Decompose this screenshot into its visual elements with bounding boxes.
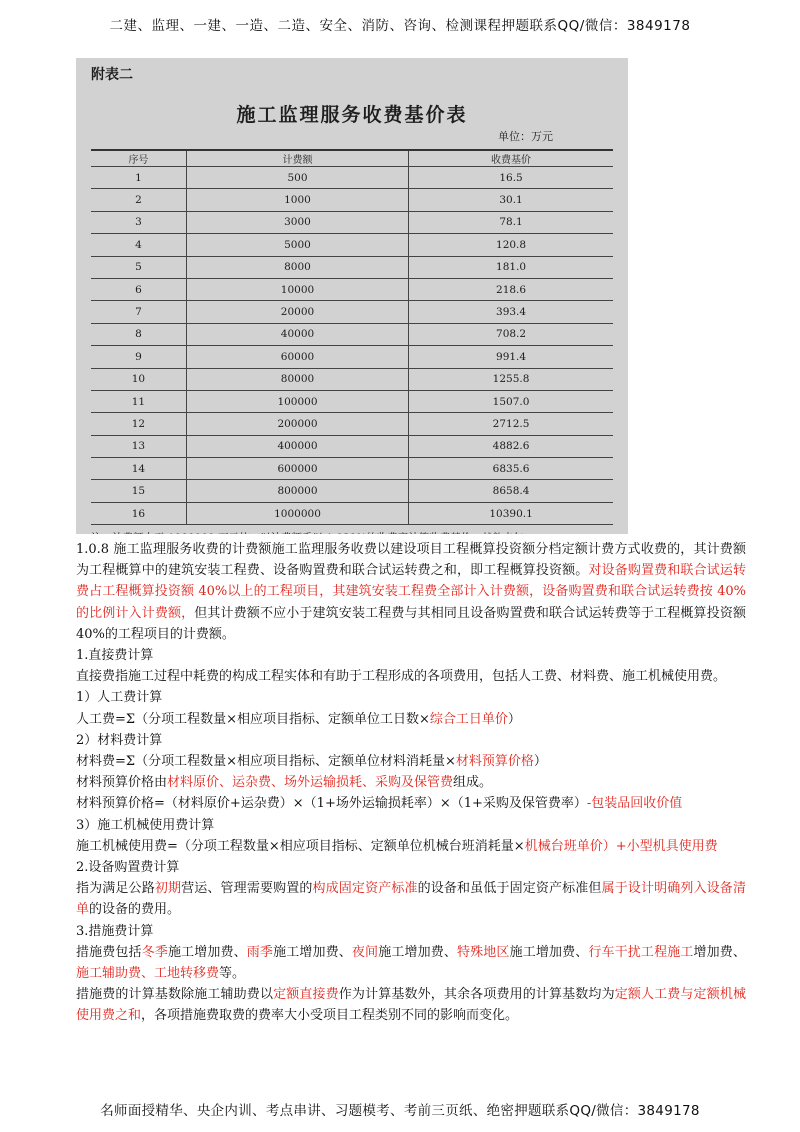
text: 措施费的计算基数除施工辅助费以 <box>76 987 274 1003</box>
highlight-text: 行车干扰工程施工 <box>588 944 694 960</box>
formula <box>76 751 746 772</box>
text: 的设备和虽低于固定资产标准但 <box>417 881 602 897</box>
table-cell: 1000 <box>186 189 408 211</box>
column-header: 计费额 <box>186 150 408 167</box>
paragraph <box>76 878 746 920</box>
table-cell: 1507.0 <box>409 390 613 412</box>
column-header: 收费基价 <box>409 150 613 167</box>
highlight-text: 冬季 <box>141 944 168 960</box>
table-cell: 6835.6 <box>409 458 613 480</box>
table-cell: 8658.4 <box>409 480 613 502</box>
subsection-heading: 2）材料费计算 <box>76 732 163 748</box>
appendix-label: 附表二 <box>91 67 133 83</box>
paragraph <box>76 942 746 984</box>
table-cell: 10000 <box>186 278 408 300</box>
table-unit: 单位：万元 <box>498 130 553 143</box>
text: 指为满足公路 <box>76 881 155 897</box>
table-cell: 7 <box>91 301 186 323</box>
highlight-text: 综合工日单价 <box>429 711 508 727</box>
table-cell: 5000 <box>186 234 408 256</box>
text: 的设备的费用。 <box>89 902 181 918</box>
table-cell: 12 <box>91 413 186 435</box>
text: 作为计算基数外，其余各项费用的计算基数均为 <box>338 987 615 1003</box>
page-footer: 名师面授精华、央企内训、考点串讲、习题模考、考前三页纸、绝密押题联系QQ/微信：3849178 <box>100 1103 700 1119</box>
text: ） <box>507 711 521 727</box>
table-cell: 100000 <box>186 390 408 412</box>
table-row <box>91 234 613 256</box>
subsection-heading: 1）人工费计算 <box>76 690 163 706</box>
text: 但其计费额不应小于建筑安装工程费与其相同且设备购置费和联合试运转费等于工程概算投资额 40%的工程项目的计费额。 <box>76 605 746 642</box>
text: 人工费=Σ（分项工程数量×相应项目指标、定额单位工日数× <box>76 711 430 727</box>
text: 组成。 <box>453 775 493 791</box>
text: 施工机械使用费=（分项工程数量×相应项目指标、定额单位机械台班消耗量× <box>76 838 525 854</box>
page-header: 二建、监理、一建、一造、二造、安全、消防、咨询、检测课程押题联系QQ/微信：3849178 <box>109 18 691 34</box>
table-cell: 400000 <box>186 435 408 457</box>
body-text <box>76 539 746 1027</box>
table-cell: 600000 <box>186 458 408 480</box>
table-cell: 15 <box>91 480 186 502</box>
table-cell: 10 <box>91 368 186 390</box>
table-cell: 4 <box>91 234 186 256</box>
table-row <box>91 278 613 300</box>
highlight-text: 特殊地区 <box>457 944 510 960</box>
table-row <box>91 346 613 368</box>
table-cell: 200000 <box>186 413 408 435</box>
section-heading: 3.措施费计算 <box>76 923 154 939</box>
table-cell: 2712.5 <box>409 413 613 435</box>
highlight-text: 属于设计明确列入设备清单 <box>76 881 746 918</box>
text: 施工增加费、 <box>509 944 589 960</box>
scanned-table-image <box>76 58 628 534</box>
table-row <box>91 167 613 189</box>
table-cell: 14 <box>91 458 186 480</box>
table-title: 施工监理服务收费基价表 <box>236 104 468 126</box>
highlight-text: -包装品回收价值 <box>586 796 683 812</box>
table-cell: 4882.6 <box>409 435 613 457</box>
table-cell: 1255.8 <box>409 368 613 390</box>
text: 施工增加费、 <box>378 944 458 960</box>
highlight-text: 定额人工费与定额机械使用费之和 <box>76 987 746 1024</box>
table-cell: 20000 <box>186 301 408 323</box>
highlight-text: 对设备购置费和联合试运转费占工程概算投资额 40%以上的工程项目，其建筑安装工程费全部计入计费额，设备购置费和联合试运转费按 40%的比例计入计费额， <box>76 563 746 621</box>
subsection-heading: 3）施工机械使用费计算 <box>76 817 215 833</box>
text: 材料预算价格=（材料原价+运杂费）×（1+场外运输损耗率）×（1+采购及保管费率） <box>76 796 587 812</box>
table-cell: 30.1 <box>409 189 613 211</box>
paragraph <box>76 539 746 645</box>
text: 施工增加费、 <box>273 944 352 960</box>
paragraph <box>76 984 746 1026</box>
formula <box>76 793 746 814</box>
table-cell: 181.0 <box>409 256 613 278</box>
text: ） <box>533 754 547 770</box>
text: 1.0.8 施工监理服务收费的计费额施工监理服务收费以建设项目工程概算投资额分档定额计费方式收费的，其计费额为工程概算中的建筑安装工程费、设备购置费和联合试运转费之和，即工程概算投资额。 <box>76 542 746 579</box>
table-cell: 16 <box>91 502 186 524</box>
paragraph: 直接费指施工过程中耗费的构成工程实体和有助于工程形成的各项费用，包括人工费、材料费、施工机械使用费。 <box>76 669 727 685</box>
table-cell: 1 <box>91 167 186 189</box>
formula <box>76 836 746 857</box>
table-cell: 9 <box>91 346 186 368</box>
table-cell: 5 <box>91 256 186 278</box>
table-cell: 2 <box>91 189 186 211</box>
table-header-row <box>91 150 613 167</box>
column-header: 序号 <box>91 150 186 167</box>
table-cell: 708.2 <box>409 323 613 345</box>
table-cell: 393.4 <box>409 301 613 323</box>
table-note-line <box>91 529 613 534</box>
table-cell: 500 <box>186 167 408 189</box>
highlight-text: 机械台班单价）+小型机具使用费 <box>524 838 718 854</box>
table-cell: 3000 <box>186 211 408 233</box>
table-cell: 8 <box>91 323 186 345</box>
section-heading: 1.直接费计算 <box>76 648 154 664</box>
table-row <box>91 211 613 233</box>
text: 施工增加费、 <box>167 944 247 960</box>
table-cell: 11 <box>91 390 186 412</box>
formula <box>76 709 746 730</box>
fee-table <box>91 149 613 525</box>
table-cell: 1000000 <box>186 502 408 524</box>
table-cell: 13 <box>91 435 186 457</box>
section-heading: 2.设备购置费计算 <box>76 860 180 876</box>
table-cell: 40000 <box>186 323 408 345</box>
table-row <box>91 368 613 390</box>
table-row <box>91 256 613 278</box>
table-cell: 991.4 <box>409 346 613 368</box>
table-row <box>91 189 613 211</box>
highlight-text: 夜间 <box>351 944 379 960</box>
paragraph <box>76 772 746 793</box>
table-row <box>91 458 613 480</box>
table-cell: 800000 <box>186 480 408 502</box>
table-row <box>91 390 613 412</box>
table-row <box>91 435 613 457</box>
table-row <box>91 502 613 524</box>
text: 措施费包括 <box>76 944 142 960</box>
table-cell: 78.1 <box>409 211 613 233</box>
table-row <box>91 301 613 323</box>
table-cell: 120.8 <box>409 234 613 256</box>
table-cell: 16.5 <box>409 167 613 189</box>
table-row <box>91 323 613 345</box>
text: 材料预算价格由 <box>76 775 168 791</box>
highlight-text: 材料原价、运杂费、场外运输损耗、采购及保管费 <box>167 775 454 791</box>
text: 增加费、 <box>693 944 746 960</box>
text: 等。 <box>219 966 246 982</box>
highlight-text: 施工辅助费、工地转移费 <box>76 966 220 982</box>
table-cell: 6 <box>91 278 186 300</box>
table-row <box>91 413 613 435</box>
table-cell: 218.6 <box>409 278 613 300</box>
highlight-text: 初期 <box>154 881 182 897</box>
table-cell: 8000 <box>186 256 408 278</box>
highlight-text: 材料预算价格 <box>455 754 534 770</box>
highlight-text: 雨季 <box>246 944 274 960</box>
table-cell: 80000 <box>186 368 408 390</box>
text: 材料费=Σ（分项工程数量×相应项目指标、定额单位材料消耗量× <box>76 754 456 770</box>
text: ，各项措施费取费的费率大小受项目工程类别不同的影响而变化。 <box>141 1008 519 1024</box>
table-cell: 10390.1 <box>409 502 613 524</box>
highlight-text: 定额直接费 <box>273 987 339 1003</box>
table-cell: 3 <box>91 211 186 233</box>
table-row <box>91 480 613 502</box>
highlight-text: 构成固定资产标准 <box>312 881 418 897</box>
table-cell: 60000 <box>186 346 408 368</box>
text: 营运、管理需要购置的 <box>181 881 313 897</box>
table-note <box>91 529 613 534</box>
